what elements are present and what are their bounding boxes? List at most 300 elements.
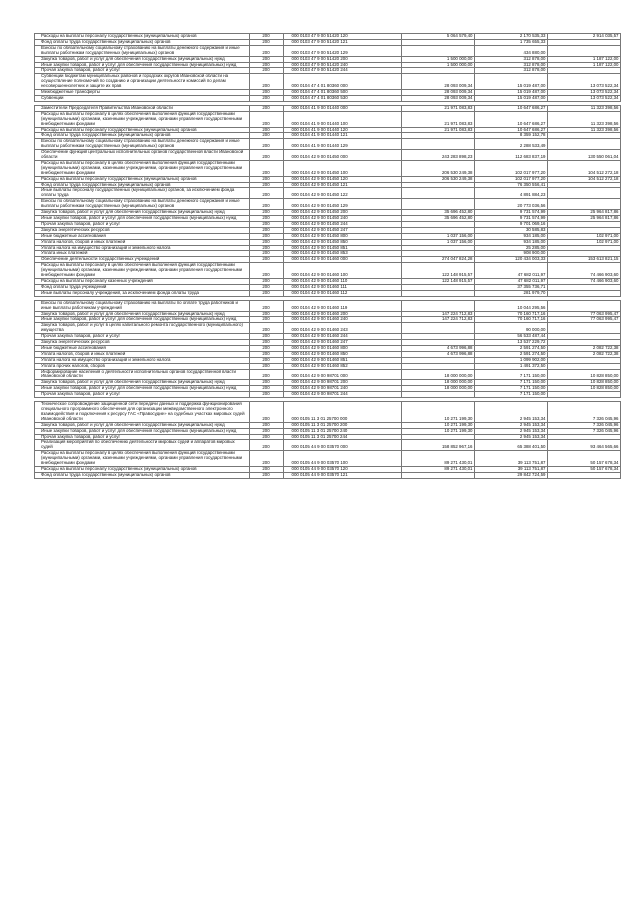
row-name: Закупка товаров, работ и услуг для обеспечения государственных (муниципальных) нужд [35,210,250,216]
row-admin-code: 200 [249,62,283,68]
row-unexecuted-amount: 2 914 035,57 [548,34,621,40]
row-budget-code: 000 0105 11 3 01 25700 200 [283,422,402,428]
row-executed-amount: 1 491 372,50 [475,363,548,369]
row-name: Расходы на выплаты персоналу государственных (муниципальных) органов [35,34,250,40]
table-row [35,386,621,392]
row-admin-code: 200 [249,284,283,290]
row-name: Прочая закупка товаров, работ и услуг [35,68,250,74]
row-budget-code: 000 0104 42 9 00 01460 243 [283,323,402,334]
row-approved-amount: 4 673 996,88 [402,345,475,351]
row-budget-code: 000 0105 11 3 01 25700 000 [283,402,402,423]
row-budget-code: 000 0104 42 9 00 01450 000 [283,150,402,161]
row-admin-code: 200 [249,188,283,199]
row-executed-amount: 2 945 153,34 [475,428,548,434]
row-admin-code: 200 [249,90,283,96]
table-row [35,127,621,133]
row-executed-amount: 15 019 487,00 [475,90,548,96]
row-executed-amount: 9 731 574,99 [475,216,548,222]
row-name: Фонд оплаты труда государственных (муниципальных) органов [35,39,250,45]
row-name: Иные закупки товаров, работ и услуг для обеспечения государственных (муниципальных) нужд [35,317,250,323]
row-approved-amount: 89 271 430,01 [402,451,475,467]
row-admin-code: 200 [249,434,283,440]
row-executed-amount: 2 945 153,34 [475,422,548,428]
row-admin-code: 200 [249,363,283,369]
row-approved-amount: 1 500 000,00 [402,62,475,68]
row-budget-code: 000 0104 42 9 00 01450 800 [283,233,402,239]
row-name: Уплата налогов, сборов и иных платежей [35,351,250,357]
row-budget-code: 000 0104 42 9 00 01460 112 [283,290,402,296]
row-name: Уплата иных платежей [35,251,250,257]
row-unexecuted-amount: 102 971,00 [548,239,621,245]
row-unexecuted-amount [548,300,621,311]
row-name: Закупка энергетических ресурсов [35,340,250,346]
row-budget-code: 000 0104 42 9 00 01450 100 [283,160,402,176]
row-admin-code: 200 [249,176,283,182]
row-budget-code: 000 0104 42 9 00 01460 244 [283,334,402,340]
row-executed-amount: 908 900,00 [475,251,548,257]
row-name: Закупка товаров, работ и услуг для обеспечения государственных (муниципальных) нужд [35,380,250,386]
row-executed-amount: 434 880,00 [475,45,548,56]
row-approved-amount: 18 000 000,00 [402,386,475,392]
row-budget-code: 000 0104 41 9 00 01440 100 [283,111,402,127]
row-executed-amount: 312 878,00 [475,62,548,68]
row-name: Прочая закупка товаров, работ и услуг [35,392,250,398]
row-executed-amount: 8 359 152,78 [475,133,548,139]
row-executed-amount: 70 160 717,16 [475,317,548,323]
table-row [35,45,621,56]
row-budget-code: 000 0103 47 9 00 51420 240 [283,62,402,68]
row-budget-code: 000 0104 42 9 00 01460 111 [283,284,402,290]
row-budget-code: 000 0104 42 9 00 01450 240 [283,216,402,222]
row-budget-code: 000 0104 42 9 00 01450 129 [283,199,402,210]
row-admin-code: 200 [249,428,283,434]
row-unexecuted-amount: 102 971,00 [548,233,621,239]
row-approved-amount: 1 500 000,00 [402,56,475,62]
row-budget-code: 000 0105 44 9 00 03570 121 [283,472,402,478]
row-unexecuted-amount: 77 063 995,47 [548,311,621,317]
row-budget-code: 000 0104 42 9 00 01460 800 [283,345,402,351]
row-approved-amount: 10 271 199,30 [402,402,475,423]
table-row [35,199,621,210]
row-admin-code: 200 [249,233,283,239]
row-name: Расходы на выплаты персоналу государственных (муниципальных) органов [35,176,250,182]
row-unexecuted-amount: 153 613 821,15 [548,257,621,263]
row-name: Иные бюджетные ассигнования [35,345,250,351]
row-name: Расходы на выплаты персоналу в целях обеспечения выполнения функций государственными (муниципальными) органами, казенными учреждениями, органами управления государственными внебюджетными фондами [35,451,250,467]
row-admin-code: 200 [249,45,283,56]
row-admin-code: 200 [249,133,283,139]
budget-expenditure-table [34,33,621,479]
row-name: Техническое сопровождение защищенной сети передачи данных и поддержка функционирования специального программного обеспечения для организации межведомственного электронного взаимодействия и подключения к ресурсу ГАС «Правосудие» на судебных участках мировых судей Ивановской области [35,402,250,423]
row-unexecuted-amount: 7 326 045,96 [548,422,621,428]
table-row [35,62,621,68]
row-approved-amount: 28 093 009,34 [402,95,475,101]
row-budget-code: 000 0104 42 9 00 01450 851 [283,245,402,251]
row-admin-code: 200 [249,278,283,284]
row-budget-code: 000 0104 42 9 00 01450 853 [283,251,402,257]
table-row [35,317,621,323]
row-executed-amount: 4 891 884,23 [475,188,548,199]
row-admin-code: 200 [249,300,283,311]
row-budget-code: 000 0104 42 9 00 01450 244 [283,221,402,227]
row-name: Закупка товаров, работ и услуг для обеспечения государственных (муниципальных) нужд [35,311,250,317]
row-budget-code: 000 0104 41 9 00 01440 129 [283,139,402,150]
row-budget-code: 000 0105 44 9 00 03570 000 [283,440,402,451]
table-row [35,357,621,363]
row-unexecuted-amount: 2 082 722,38 [548,345,621,351]
row-admin-code: 200 [249,74,283,90]
table-row [35,300,621,311]
row-budget-code: 000 0104 42 9 00 98701 000 [283,369,402,380]
table-row [35,111,621,127]
row-name: Прочая закупка товаров, работ и услуг [35,334,250,340]
row-budget-code: 000 0104 42 9 00 01460 000 [283,257,402,263]
row-unexecuted-amount: 77 063 995,47 [548,317,621,323]
row-unexecuted-amount: 1 187 122,00 [548,56,621,62]
row-approved-amount: 5 064 579,40 [402,34,475,40]
row-budget-code: 000 0104 42 9 00 01460 119 [283,300,402,311]
row-executed-amount: 37 355 736,71 [475,284,548,290]
row-approved-amount: 158 852 967,16 [402,440,475,451]
row-unexecuted-amount [548,199,621,210]
row-admin-code: 200 [249,466,283,472]
row-budget-code: 000 0104 42 9 00 01460 100 [283,263,402,279]
table-row [35,56,621,62]
row-name: Уплата прочих налогов, сборов [35,363,250,369]
row-executed-amount: 2 170 535,33 [475,34,548,40]
row-name: Иные выплаты персоналу государственных (муниципальных) органов, за исключением фонда оплаты труда [35,188,250,199]
row-unexecuted-amount: 104 512 272,18 [548,160,621,176]
row-admin-code: 200 [249,139,283,150]
row-budget-code: 000 0105 11 3 01 25700 244 [283,434,402,440]
row-unexecuted-amount: 10 828 850,00 [548,369,621,380]
row-approved-amount: 122 148 915,57 [402,263,475,279]
row-budget-code: 000 0104 47 4 01 80360 000 [283,74,402,90]
row-approved-amount: 28 093 009,34 [402,74,475,90]
row-executed-amount: 10 647 686,27 [475,127,548,133]
row-executed-amount: 15 019 487,00 [475,74,548,90]
row-name: Расходы на выплаты персоналу государственных (муниципальных) органов [35,466,250,472]
row-unexecuted-amount [548,472,621,478]
row-approved-amount: 28 093 009,34 [402,90,475,96]
row-budget-code: 000 0104 42 9 00 98701 200 [283,380,402,386]
row-name: Расходы на выплаты персоналу в целях обеспечения выполнения функций государственными (муниципальными) органами, казенными учреждениями, органами управления государственными внебюджетными фондами [35,111,250,127]
row-unexecuted-amount: 11 323 398,56 [548,111,621,127]
row-budget-code: 000 0104 47 4 01 80360 500 [283,90,402,96]
row-budget-code: 000 0105 11 3 01 25700 240 [283,428,402,434]
row-unexecuted-amount: 7 326 045,96 [548,428,621,434]
row-executed-amount: 70 160 717,16 [475,311,548,317]
row-unexecuted-amount: 2 082 722,38 [548,351,621,357]
row-admin-code: 200 [249,257,283,263]
row-approved-amount: 243 283 898,23 [402,150,475,161]
table-row [35,216,621,222]
table-row [35,422,621,428]
row-approved-amount: 122 148 915,57 [402,278,475,284]
row-executed-amount: 7 171 150,00 [475,369,548,380]
row-approved-amount: 1 037 156,00 [402,239,475,245]
row-name: Иные закупки товаров, работ и услуг для обеспечения государственных (муниципальных) нужд [35,62,250,68]
table-row [35,323,621,334]
row-budget-code: 000 0104 42 9 00 98701 244 [283,392,402,398]
row-name: Расходы на выплаты персоналу государственных (муниципальных) органов [35,127,250,133]
table-row [35,440,621,451]
row-unexecuted-amount [548,188,621,199]
row-unexecuted-amount: 93 464 565,66 [548,440,621,451]
row-approved-amount: 21 971 083,83 [402,105,475,111]
row-approved-amount: 21 971 083,83 [402,111,475,127]
row-approved-amount [402,323,475,334]
table-row [35,182,621,188]
row-budget-code: 000 0103 47 9 00 51420 200 [283,56,402,62]
row-name: Заместители Председателя Правительства Ивановской области [35,105,250,111]
table-row [35,472,621,478]
row-executed-amount: 76 350 556,41 [475,182,548,188]
row-admin-code: 200 [249,422,283,428]
row-admin-code: 200 [249,392,283,398]
row-unexecuted-amount: 10 828 850,00 [548,380,621,386]
row-budget-code: 000 0104 47 4 01 80360 530 [283,95,402,101]
row-admin-code: 200 [249,369,283,380]
row-executed-amount: 120 434 003,33 [475,257,548,263]
row-name: Уплата налога на имущество организаций и земельного налога [35,357,250,363]
row-executed-amount: 934 185,00 [475,233,548,239]
row-name: Закупка товаров, работ и услуг для обеспечения государственных (муниципальных) нужд [35,56,250,62]
row-executed-amount: 1 099 902,00 [475,357,548,363]
row-budget-code: 000 0104 42 9 00 01450 200 [283,210,402,216]
table-row [35,369,621,380]
row-unexecuted-amount: 74 466 903,60 [548,278,621,284]
table-row [35,239,621,245]
row-name: Обеспечение функций центральных исполнительных органов государственной власти Ивановской области [35,150,250,161]
row-admin-code: 200 [249,323,283,334]
row-name: Расходы на выплаты персоналу в целях обеспечения выполнения функций государственными (муниципальными) органами, казенными учреждениями, органами управления государственными внебюджетными фондами [35,263,250,279]
row-budget-code: 000 0104 42 9 00 01450 850 [283,239,402,245]
row-approved-amount: 10 271 199,30 [402,422,475,428]
row-admin-code: 200 [249,160,283,176]
row-executed-amount: 7 171 150,00 [475,392,548,398]
row-admin-code: 200 [249,263,283,279]
row-unexecuted-amount: 104 512 272,18 [548,176,621,182]
row-admin-code: 200 [249,182,283,188]
row-name: Иные закупки товаров, работ и услуг для обеспечения государственных (муниципальных) нужд [35,428,250,434]
row-budget-code: 000 0104 42 9 00 01450 121 [283,182,402,188]
row-admin-code: 200 [249,216,283,222]
row-admin-code: 200 [249,451,283,467]
row-approved-amount: 147 224 712,83 [402,317,475,323]
row-admin-code: 200 [249,39,283,45]
row-name: Иные закупки товаров, работ и услуг для обеспечения государственных (муниципальных) нужд [35,216,250,222]
row-executed-amount: 15 019 487,00 [475,95,548,101]
row-executed-amount: 934 185,00 [475,239,548,245]
row-executed-amount: 2 591 274,50 [475,351,548,357]
row-name: Расходы на выплаты персоналу в целях обеспечения выполнения функций государственными (муниципальными) органами, казенными учреждениями, органами управления государственными внебюджетными фондами [35,160,250,176]
row-budget-code: 000 0103 47 9 00 51420 121 [283,39,402,45]
row-admin-code: 200 [249,68,283,74]
row-name: Обеспечение деятельности государственных учреждений [35,257,250,263]
row-budget-code: 000 0104 42 9 00 01450 247 [283,227,402,233]
row-executed-amount: 20 773 036,56 [475,199,548,210]
row-admin-code: 200 [249,334,283,340]
row-executed-amount: 39 113 751,87 [475,451,548,467]
table-row [35,245,621,251]
row-admin-code: 200 [249,239,283,245]
row-approved-amount: 18 000 000,00 [402,380,475,386]
row-admin-code: 200 [249,227,283,233]
row-approved-amount: 1 037 156,00 [402,233,475,239]
row-approved-amount [402,188,475,199]
row-admin-code: 200 [249,351,283,357]
row-budget-code: 000 0104 42 9 00 01460 851 [283,357,402,363]
row-executed-amount: 10 647 686,27 [475,111,548,127]
row-unexecuted-amount: 11 323 398,56 [548,105,621,111]
row-unexecuted-amount: 13 073 522,34 [548,74,621,90]
row-name: Расходы на выплаты персоналу казенных учреждений [35,278,250,284]
row-admin-code: 200 [249,380,283,386]
row-admin-code: 200 [249,56,283,62]
table-row [35,351,621,357]
row-admin-code: 200 [249,386,283,392]
row-approved-amount: 10 271 199,30 [402,428,475,434]
row-budget-code: 000 0105 44 9 00 03570 100 [283,451,402,467]
row-executed-amount: 9 701 069,16 [475,221,548,227]
row-executed-amount: 90 000,00 [475,323,548,334]
row-executed-amount: 112 683 837,19 [475,150,548,161]
row-executed-amount: 10 044 295,56 [475,300,548,311]
row-name: Прочая закупка товаров, работ и услуг [35,221,250,227]
table-row [35,290,621,296]
row-admin-code: 200 [249,317,283,323]
row-executed-amount: 102 017 977,20 [475,176,548,182]
row-executed-amount: 312 878,00 [475,68,548,74]
table-row [35,188,621,199]
row-budget-code: 000 0104 42 9 00 01460 200 [283,311,402,317]
row-approved-amount: 147 224 712,83 [402,311,475,317]
row-unexecuted-amount [548,323,621,334]
row-executed-amount: 312 878,00 [475,56,548,62]
row-name: Закупка товаров, работ и услуг для обеспечения государственных (муниципальных) нужд [35,422,250,428]
row-executed-amount: 281 979,70 [475,290,548,296]
row-unexecuted-amount: 25 964 817,86 [548,216,621,222]
row-approved-amount [402,199,475,210]
table-row [35,311,621,317]
table-row [35,74,621,90]
row-approved-amount: 35 696 452,80 [402,216,475,222]
row-admin-code: 200 [249,221,283,227]
row-name: Иные закупки товаров, работ и услуг для обеспечения государственных (муниципальных) нужд [35,386,250,392]
row-executed-amount: 1 735 655,33 [475,39,548,45]
row-name: Иные бюджетные ассигнования [35,233,250,239]
row-budget-code: 000 0104 41 9 00 01440 000 [283,105,402,111]
row-budget-code: 000 0104 42 9 00 01460 247 [283,340,402,346]
row-budget-code: 000 0104 42 9 00 01460 240 [283,317,402,323]
table-row [35,210,621,216]
row-unexecuted-amount [548,139,621,150]
row-name: Фонд оплаты труда государственных (муниципальных) органов [35,182,250,188]
row-budget-code: 000 0104 42 9 00 01450 120 [283,176,402,182]
row-unexecuted-amount: 10 828 850,00 [548,386,621,392]
row-admin-code: 200 [249,245,283,251]
row-admin-code: 200 [249,150,283,161]
row-admin-code: 200 [249,251,283,257]
row-executed-amount: 9 731 574,99 [475,210,548,216]
row-approved-amount: 274 047 824,28 [402,257,475,263]
row-executed-amount: 7 171 150,00 [475,386,548,392]
row-admin-code: 200 [249,472,283,478]
row-name: Межбюджетные трансферты [35,90,250,96]
row-approved-amount: 89 271 430,01 [402,466,475,472]
row-name: Субвенции [35,95,250,101]
row-name: Взносы по обязательному социальному страхованию на выплаты денежного содержания и иные выплаты работникам государственных (муниципальных) органов [35,45,250,56]
row-unexecuted-amount: 11 323 398,56 [548,127,621,133]
row-budget-code: 000 0104 41 9 00 01440 121 [283,133,402,139]
row-unexecuted-amount: 13 073 522,34 [548,95,621,101]
row-executed-amount: 2 945 153,34 [475,434,548,440]
row-admin-code: 200 [249,290,283,296]
row-name: Иные выплаты персоналу учреждений, за исключением фонда оплаты труда [35,290,250,296]
row-approved-amount: 21 971 083,83 [402,127,475,133]
row-admin-code: 200 [249,340,283,346]
table-row [35,402,621,423]
row-admin-code: 200 [249,345,283,351]
table-row [35,160,621,176]
row-name: Фонд оплаты труда государственных (муниципальных) органов [35,472,250,478]
row-budget-code: 000 0104 42 9 00 01460 852 [283,363,402,369]
table-row [35,428,621,434]
row-executed-amount: 65 388 401,50 [475,440,548,451]
row-admin-code: 200 [249,440,283,451]
row-name: Фонд оплаты труда учреждений [35,284,250,290]
table-row [35,139,621,150]
table-row [35,34,621,40]
row-admin-code: 200 [249,402,283,423]
table-row [35,133,621,139]
row-name: Прочая закупка товаров, работ и услуг [35,434,250,440]
table-row [35,176,621,182]
row-unexecuted-amount: 50 157 678,34 [548,466,621,472]
row-admin-code: 200 [249,357,283,363]
row-name: Информирование населения о деятельности исполнительных органов государственной власти Ивановской области [35,369,250,380]
row-admin-code: 200 [249,127,283,133]
table-row [35,39,621,45]
row-executed-amount: 102 017 977,20 [475,160,548,176]
row-executed-amount: 10 647 686,27 [475,105,548,111]
row-executed-amount: 25 285,00 [475,245,548,251]
row-admin-code: 200 [249,34,283,40]
row-name: Взносы по обязательному социальному страхованию на выплаты денежного содержания и иные выплаты работникам государственных (муниципальных) органов [35,139,250,150]
row-name: Закупка энергетических ресурсов [35,227,250,233]
row-name: Взносы по обязательному социальному страхованию на выплаты по оплате труда работников и иные выплаты работникам учреждений [35,300,250,311]
row-budget-code: 000 0104 42 9 00 01450 122 [283,188,402,199]
row-executed-amount: 47 682 011,97 [475,278,548,284]
row-budget-code: 000 0103 47 9 00 51420 129 [283,45,402,56]
table-row [35,257,621,263]
row-name: Взносы по обязательному социальному страхованию на выплаты денежного содержания и иные выплаты работникам государственных (муниципальных) органов [35,199,250,210]
row-approved-amount: 18 000 000,00 [402,369,475,380]
row-executed-amount: 2 945 153,34 [475,402,548,423]
table-row [35,105,621,111]
row-executed-amount: 13 537 229,72 [475,340,548,346]
row-admin-code: 200 [249,105,283,111]
row-executed-amount: 2 288 533,49 [475,139,548,150]
row-admin-code: 200 [249,95,283,101]
table-row [35,380,621,386]
row-name: Фонд оплаты труда государственных (муниципальных) органов [35,133,250,139]
table-row [35,150,621,161]
row-name: Субвенции бюджетам муниципальных районов и городских округов Ивановской области на осуществление полномочий по созданию и организации деятельности комиссий по делам несовершеннолетних и защите их прав [35,74,250,90]
row-name: Уплата налогов, сборов и иных платежей [35,239,250,245]
row-admin-code: 200 [249,311,283,317]
